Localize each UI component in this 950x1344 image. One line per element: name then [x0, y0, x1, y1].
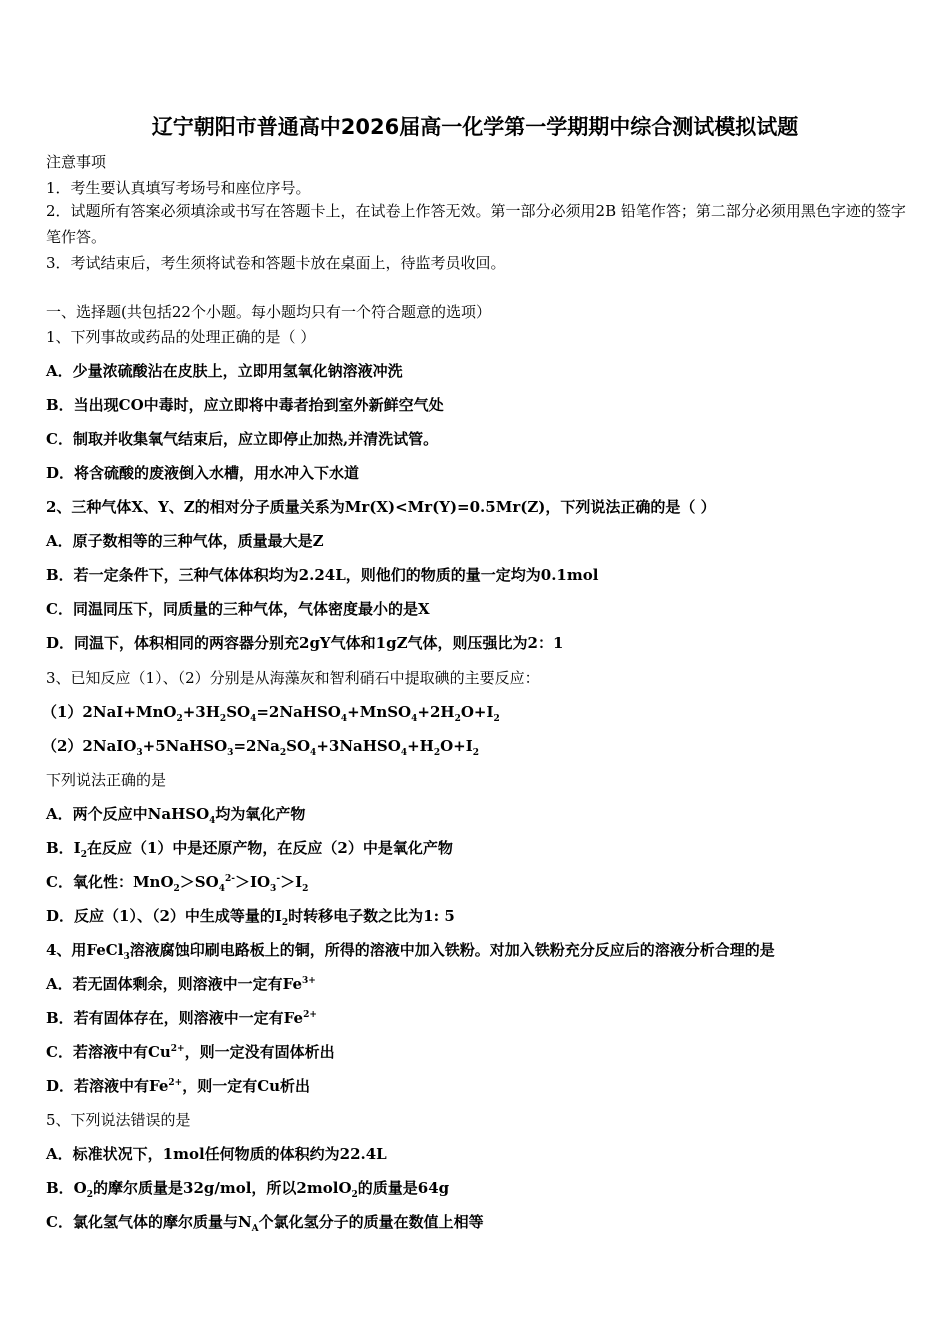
q3-reaction-1: $(1)2NaI+MnO_2+3H_2SO_4=2NaHSO_4+MnSO_4+2H_2O+I_2$ — [42, 703, 500, 724]
q4-option-a: A．若无固体剩余，则溶液中一定有$Fe^{3+}$ — [46, 975, 316, 993]
q5-stem: 5、下列说法错误的是 — [46, 1111, 191, 1129]
q3-option-d: D．反应（1）、（2）中生成等量的$I_2$时转移电子数之比为1: 5 — [46, 907, 455, 928]
notice-item-1: 1．考生要认真填写考场号和座位序号。 — [46, 179, 311, 197]
notice-item-2: 2．试题所有答案必须填涂或书写在答题卡上，在试卷上作答无效。第一部分必须用2B 铅笔作答；第二部分必须用黑色字迹的签字笔作答。 — [46, 202, 906, 246]
q3-option-c: C．氧化性：$MnO_2>SO_4^{2-}>IO_3^->I_2$ — [46, 873, 309, 894]
q4-stem: 4、用FeCl$_3$溶液腐蚀印刷电路板上的铜，所得的溶液中加入铁粉。对加入铁粉充分反应后的溶液分析合理的是 — [46, 941, 775, 962]
q2-option-b: B．若一定条件下，三种气体体积均为2.24L，则他们的物质的量一定均为0.1mol — [46, 566, 599, 584]
q3-lead: 下列说法正确的是 — [46, 771, 167, 789]
q3-stem: 3、已知反应（1）、（2）分别是从海藻灰和智利硝石中提取碘的主要反应： — [46, 669, 540, 687]
q1-option-a: A．少量浓硫酸沾在皮肤上，立即用氢氧化钠溶液冲洗 — [46, 362, 403, 380]
q5-option-a: A．标准状况下，1mol任何物质的体积约为22.4L — [46, 1145, 387, 1163]
q1-option-b: B．当出现CO中毒时，应立即将中毒者抬到室外新鲜空气处 — [46, 396, 444, 414]
notice-item-3: 3．考试结束后，考生须将试卷和答题卡放在桌面上，待监考员收回。 — [46, 254, 506, 272]
q1-stem: 1、下列事故或药品的处理正确的是（ ） — [46, 328, 316, 346]
q1-option-c: C．制取并收集氧气结束后，应立即停止加热,并清洗试管。 — [46, 430, 439, 448]
q4-option-d: D．若溶液中有$Fe^{2+}$，则一定有Cu析出 — [46, 1077, 311, 1095]
q3-option-a: A．两个反应中NaHSO$_4$均为氧化产物 — [46, 805, 306, 826]
q2-option-c: C．同温同压下，同质量的三种气体，气体密度最小的是X — [46, 600, 430, 618]
section-heading: 一、选择题(共包括22个小题。每小题均只有一个符合题意的选项） — [46, 303, 491, 321]
q3-option-b: B．$I_2$在反应（1）中是还原产物，在反应（2）中是氧化产物 — [46, 839, 453, 860]
q2-stem: 2、三种气体X、Y、Z的相对分子质量关系为Mr(X)<Mr(Y)=0.5Mr(Z)，下列说法正确的是（ ） — [46, 498, 716, 516]
q4-option-c: C．若溶液中有$Cu^{2+}$，则一定没有固体析出 — [46, 1043, 335, 1061]
notice-heading: 注意事项 — [46, 153, 107, 171]
q3-reaction-2: $(2)2NaIO_3+5NaHSO_3=2Na_2SO_4+3NaHSO_4+H_2O+I_2$ — [42, 737, 480, 758]
q4-option-b: B．若有固体存在，则溶液中一定有$Fe^{2+}$ — [46, 1009, 317, 1027]
q5-option-b: B．$O_2$的摩尔质量是32g/mol，所以2molO$_2$的质量是64g — [46, 1179, 450, 1200]
q2-option-d: D．同温下，体积相同的两容器分别充2gY气体和1gZ气体，则压强比为2：1 — [46, 634, 564, 652]
q5-option-c: C．氯化氢气体的摩尔质量与$N_A$个氯化氢分子的质量在数值上相等 — [46, 1213, 484, 1234]
q1-option-d: D．将含硫酸的废液倒入水槽，用水冲入下水道 — [46, 464, 360, 482]
q2-option-a: A．原子数相等的三种气体，质量最大是Z — [46, 532, 324, 550]
page-title: 辽宁朝阳市普通高中2026届高一化学第一学期期中综合测试模拟试题 — [151, 115, 799, 139]
